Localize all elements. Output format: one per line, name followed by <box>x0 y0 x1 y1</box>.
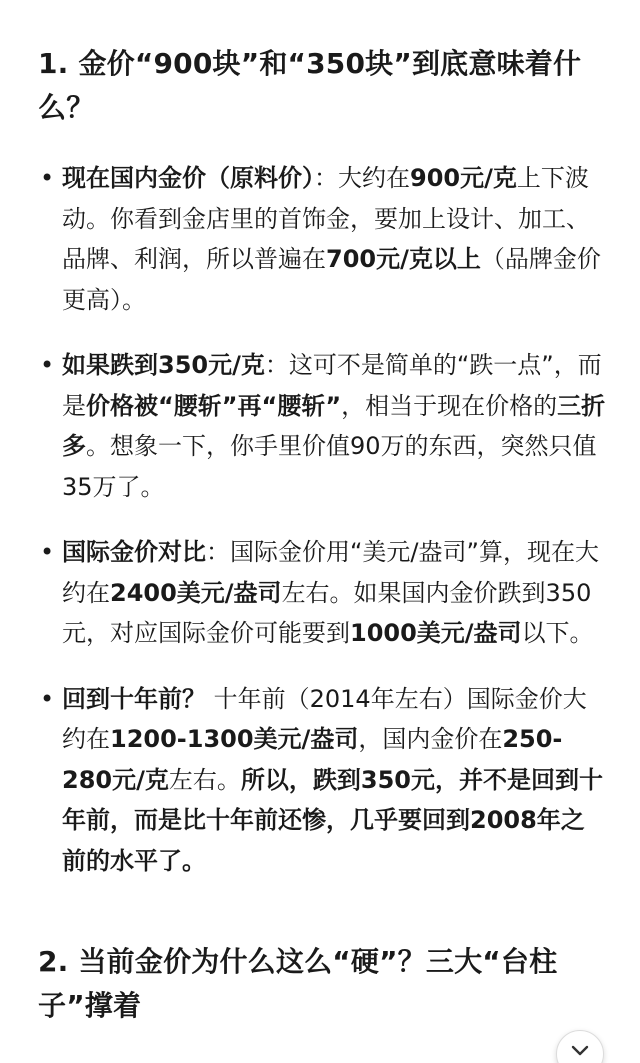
scroll-down-button[interactable] <box>556 1030 604 1063</box>
bold-text: 700元/克以上 <box>326 245 481 273</box>
bold-text: 900元/克 <box>410 164 517 192</box>
bold-text: 国际金价对比 <box>62 538 206 566</box>
bold-text: 250-280元/克 <box>62 725 563 794</box>
bullet-dot: • <box>40 538 55 566</box>
bold-text: 回到十年前？ <box>62 684 206 713</box>
bold-text: 2400美元/盎司 <box>110 578 282 607</box>
bullet-item <box>38 532 608 654</box>
bullet-dot: • <box>40 164 55 192</box>
bold-text: 1200-1300美元/盎司 <box>110 725 359 753</box>
bullet-item <box>38 345 608 507</box>
body-text: 上下波动。你看到金店里的首饰金，要加上设计、加工、品牌、利润，所以普遍在 <box>62 164 590 273</box>
chevron-down-icon <box>571 1045 589 1057</box>
bold-text: 所以，跌到350元，并不是回到十年前，而是比十年前还惨，几乎要回到2008年之前的水平了。 <box>62 765 603 875</box>
section-1-heading: 1. 金价“900块”和“350块”到底意味着什么？ <box>38 47 582 124</box>
body-text: ，相当于现在价格的 <box>341 391 558 420</box>
body-text: ，国内金价在 <box>358 725 503 753</box>
bullet-item <box>38 679 608 882</box>
body-text: 以下。 <box>521 619 594 647</box>
bold-text: 如果跌到350元/克 <box>62 351 265 379</box>
bold-text: 价格被“腰斩”再“腰斩” <box>86 391 342 420</box>
bold-text: 1000美元/盎司 <box>350 619 522 647</box>
bold-text: 三折多 <box>62 391 606 460</box>
body-text: ：国际金价用“美元/盎司”算，现在大约在 <box>62 538 599 607</box>
body-text: （品牌金价更高）。 <box>62 245 601 314</box>
body-text: 。想象一下，你手里价值90万的东西，突然只值35万了。 <box>62 432 597 501</box>
bullet-item <box>38 158 608 320</box>
bullet-dot: • <box>40 351 55 379</box>
section-2-heading: 2. 当前金价为什么这么“硬”？三大“台柱子”撑着 <box>38 945 558 1022</box>
bullet-list <box>38 158 608 906</box>
body-text: 十年前（2014年左右）国际金价大约在 <box>62 684 587 753</box>
body-text: 左右。如果国内金价跌到350元，对应国际金价可能要到 <box>62 578 592 647</box>
body-text: 左右。 <box>168 765 241 794</box>
body-text: ：这可不是简单的“跌一点”，而是 <box>62 351 602 420</box>
bold-text: 现在国内金价（原料价） <box>62 164 314 192</box>
bullet-dot: • <box>40 684 55 713</box>
body-text: ：大约在 <box>314 164 410 192</box>
